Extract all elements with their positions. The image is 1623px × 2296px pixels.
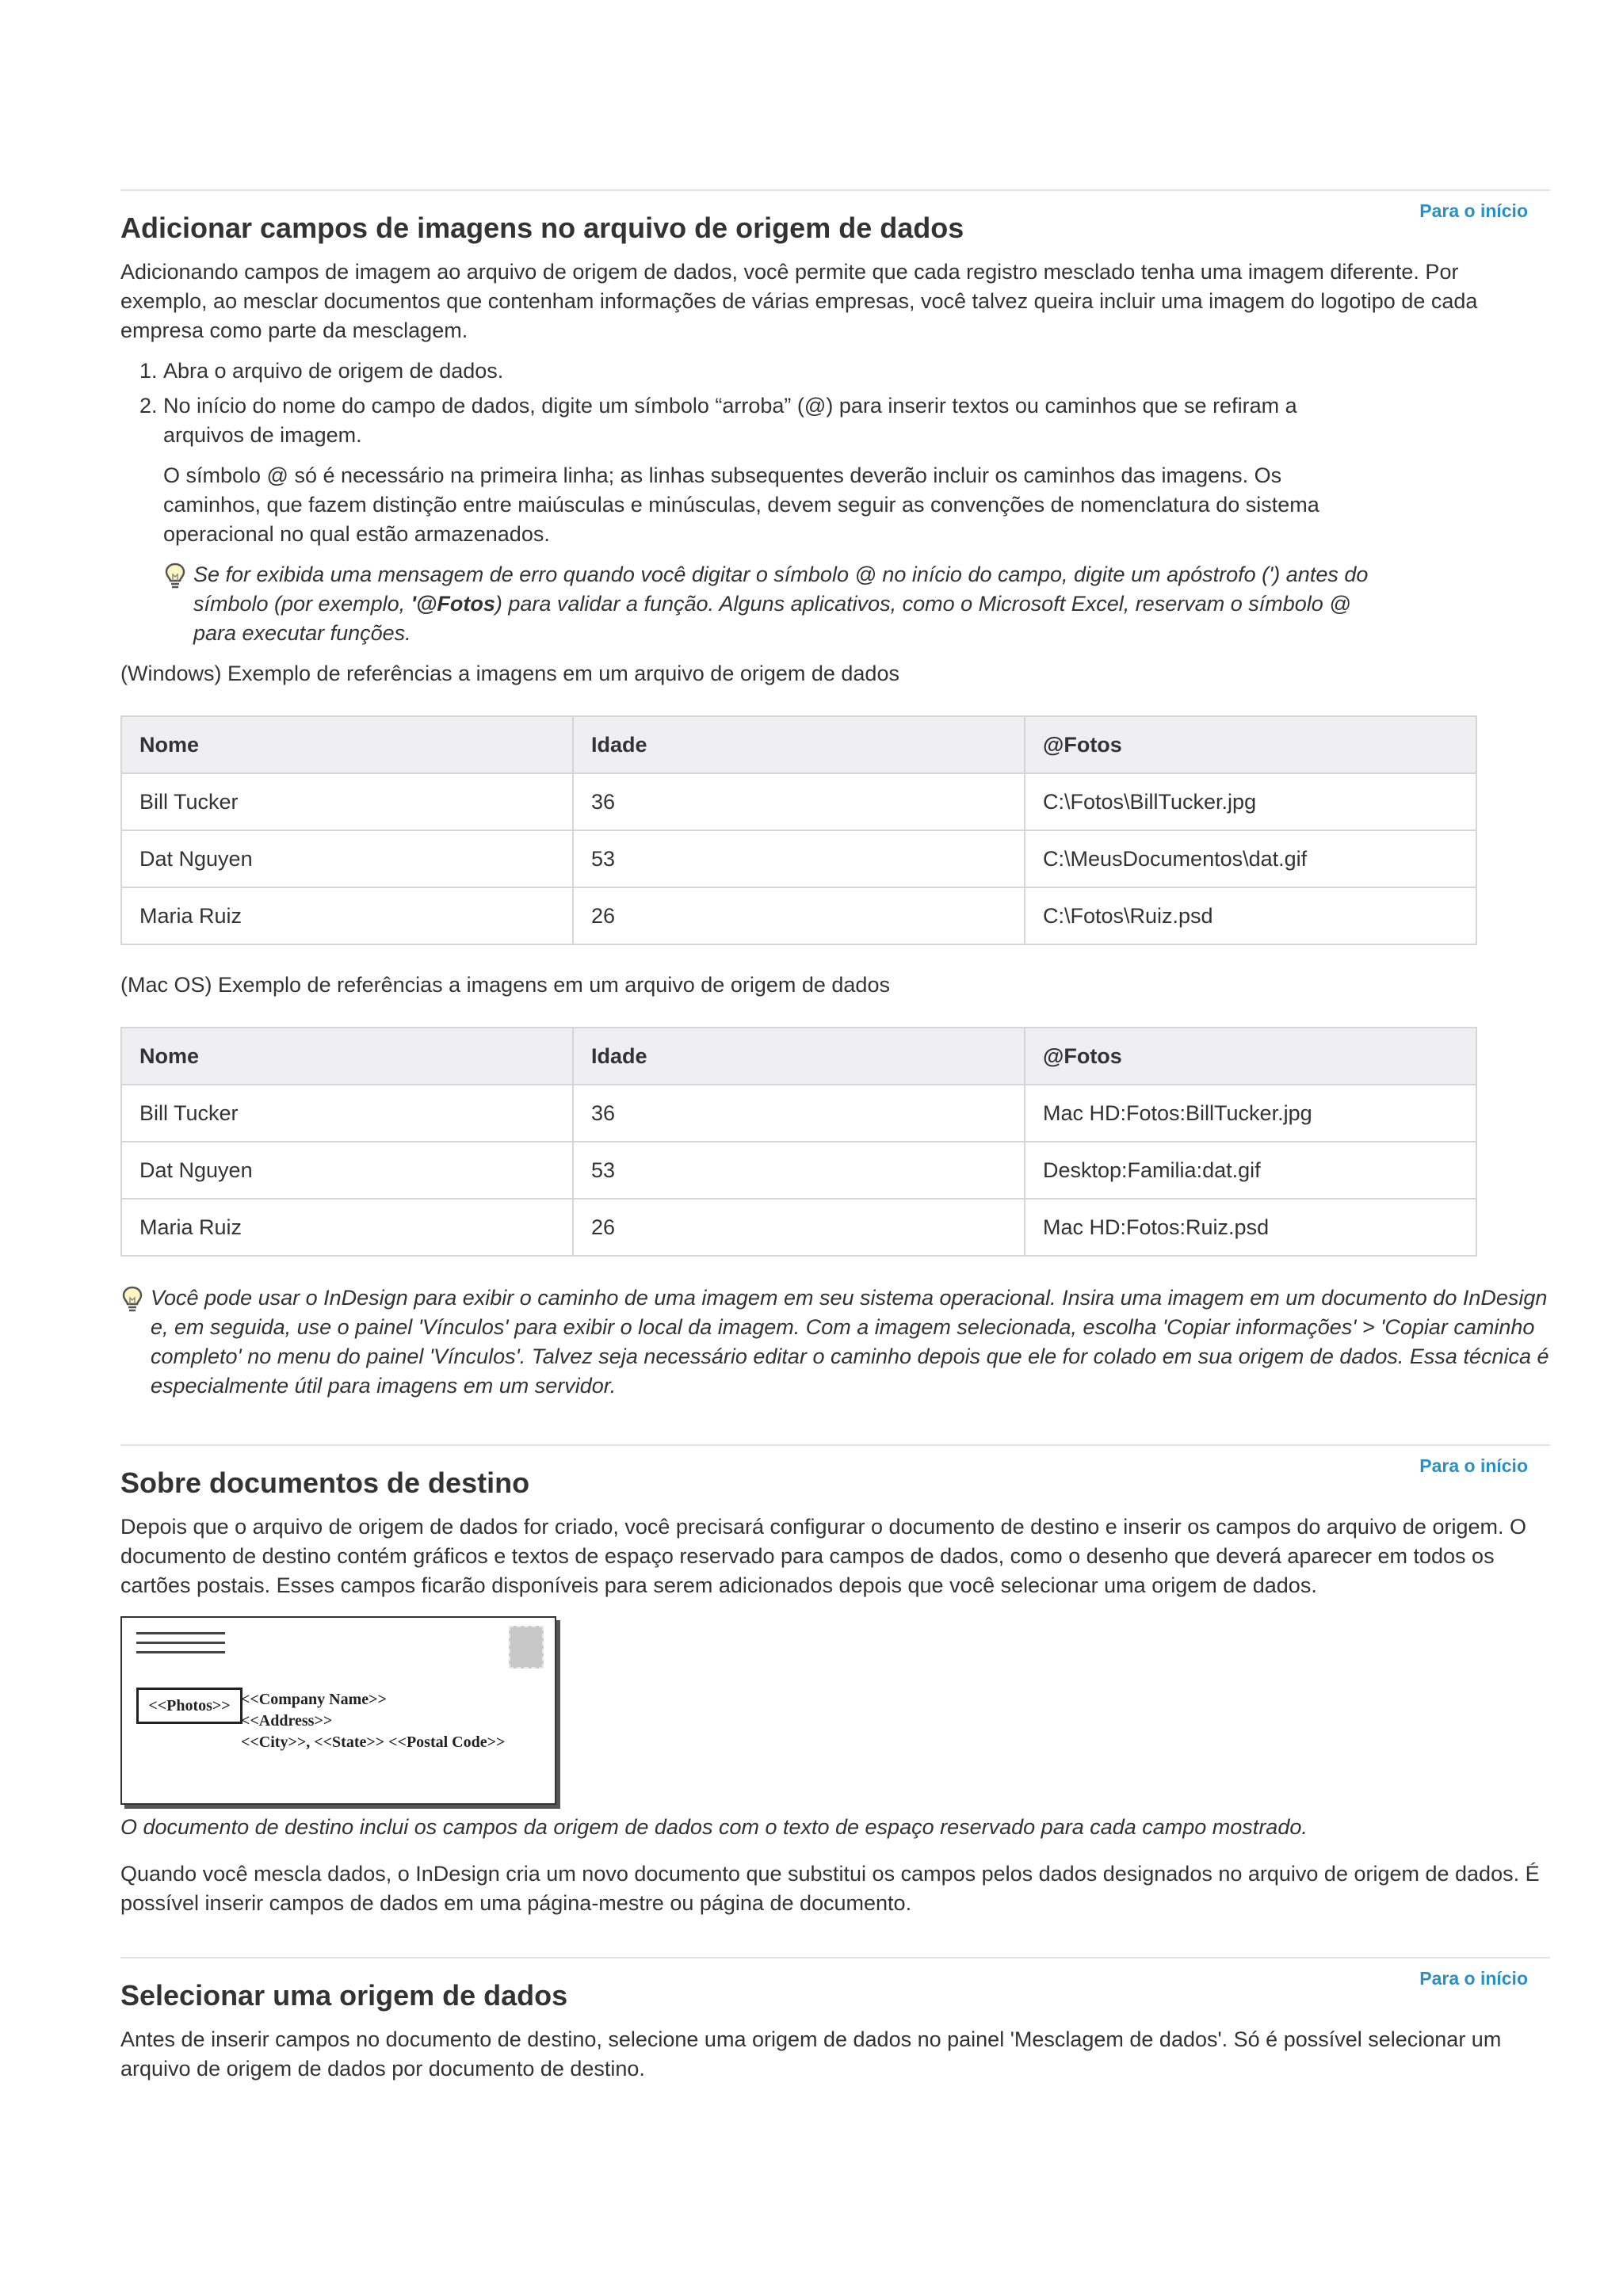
tip-text-before: Se for exibida uma mensagem de erro quando você digitar o símbolo @ no início do campo, digite um apóstrofo (') antes do símbolo (por exemplo, (193, 563, 1369, 616)
table-cell: 26 (573, 1199, 1025, 1256)
table-cell: 53 (573, 1142, 1025, 1199)
table-row (121, 1199, 1476, 1256)
table-header-row (121, 1028, 1476, 1085)
table-header-row (121, 716, 1476, 773)
section-title: Sobre documentos de destino (120, 1466, 530, 1499)
column-header: Nome (121, 1028, 573, 1085)
stamp-placeholder (509, 1626, 544, 1669)
table-cell: Mac HD:Fotos:BillTucker.jpg (1025, 1085, 1476, 1142)
table-row (121, 1085, 1476, 1142)
step-item: 2. No início do nome do campo de dados, digite um símbolo “arroba” (@) para inserir textos ou caminhos que se refiram a arquivos de imagem. (163, 391, 1376, 450)
section-title: Adicionar campos de imagens no arquivo de origem de dados (120, 212, 964, 244)
back-to-top-link[interactable]: Para o início (1419, 200, 1528, 221)
table-cell: Bill Tucker (121, 1085, 573, 1142)
back-to-top-link[interactable]: Para o início (1419, 1968, 1528, 1989)
table-cell: 36 (573, 773, 1025, 830)
table-cell: Dat Nguyen (121, 1142, 573, 1199)
lightbulb-icon (120, 1285, 144, 1314)
tip-text-after: ) para validar a função. Alguns aplicativos, como o Microsoft Excel, reservam o símbolo @ para executar funções. (193, 592, 1351, 645)
section-intro: Adicionando campos de imagem ao arquivo de origem de dados, você permite que cada registro mesclado tenha uma imagem diferente. Por exemplo, ao mesclar documentos que contenham informações de várias empresas, você talvez queira incluir uma imagem do logotipo de cada empresa como parte da mesclagem. (120, 260, 1478, 342)
step-item: 1. Abra o arquivo de origem de dados. (163, 357, 1550, 386)
table-cell: Maria Ruiz (121, 887, 573, 944)
table-cell: Desktop:Familia:dat.gif (1025, 1142, 1476, 1199)
city-state-postal-field: <<City>>, <<State>> <<Postal Code>> (241, 1733, 506, 1751)
back-to-top-link[interactable]: Para o início (1419, 1455, 1528, 1476)
text-line (136, 1632, 225, 1634)
table-row (121, 887, 1476, 944)
table-cell: C:\Fotos\BillTucker.jpg (1025, 773, 1476, 830)
steps-list (120, 357, 1550, 450)
column-header: @Fotos (1025, 716, 1476, 773)
section-divider (120, 1444, 1550, 1446)
tip-text: Você pode usar o InDesign para exibir o caminho de uma imagem em seu sistema operacional. Insira uma imagem em um documento do InDesign e, em seguida, use o painel 'Vínculos' para exibir o local da imagem. Com a imagem selecionada, escolha 'Copiar informações' > 'Copiar caminho completo' no menu do painel 'Vínculos'. Talvez seja necessário editar o caminho depois que ele for colado em sua origem de dados. Essa técnica é especialmente útil para imagens em um servidor. (151, 1286, 1549, 1398)
column-header: Idade (573, 716, 1025, 773)
text-line (136, 1651, 225, 1653)
text-line (136, 1642, 225, 1644)
table-cell: C:\MeusDocumentos\dat.gif (1025, 830, 1476, 887)
figure-caption: O documento de destino inclui os campos da origem de dados com o texto de espaço reservado para cada campo mostrado. (120, 1815, 1308, 1839)
section-divider (120, 1957, 1550, 1958)
section-intro: Depois que o arquivo de origem de dados for criado, você precisará configurar o documento de destino e inserir os campos do arquivo de origem. O documento de destino contém gráficos e textos de espaço reservado para campos de dados, como o desenho que deverá aparecer em todos os cartões postais. Esses campos ficarão disponíveis para serem adicionados depois que você selecionar uma origem de dados. (120, 1515, 1526, 1597)
tip-example: '@Fotos (411, 592, 495, 616)
table-cell: Mac HD:Fotos:Ruiz.psd (1025, 1199, 1476, 1256)
step-note: O símbolo @ só é necessário na primeira linha; as linhas subsequentes deverão incluir os caminhos das imagens. Os caminhos, que fazem distinção entre maiúsculas e minúsculas, devem seguir as convenções de nomenclatura do sistema operacional no qual estão armazenados. (163, 463, 1319, 546)
photos-field: <<Photos>> (136, 1688, 242, 1724)
table-cell: Dat Nguyen (121, 830, 573, 887)
target-document-illustration (120, 1616, 556, 1805)
table-cell: 26 (573, 887, 1025, 944)
table-cell: Maria Ruiz (121, 1199, 573, 1256)
column-header: @Fotos (1025, 1028, 1476, 1085)
table-cell: 53 (573, 830, 1025, 887)
column-header: Nome (121, 716, 573, 773)
tip-note (163, 560, 1376, 648)
mac-table-caption: (Mac OS) Exemplo de referências a imagens em um arquivo de origem de dados (120, 973, 890, 997)
table-row (121, 1142, 1476, 1199)
table-row (121, 830, 1476, 887)
company-field: <<Company Name>> (241, 1691, 387, 1708)
mac-example-table (120, 1027, 1477, 1257)
section-divider (120, 189, 1550, 191)
section-intro: Antes de inserir campos no documento de destino, selecione uma origem de dados no painel 'Mesclagem de dados'. Só é possível selecionar um arquivo de origem de dados por documento de destino. (120, 2027, 1502, 2081)
table-cell: Bill Tucker (121, 773, 573, 830)
windows-example-table (120, 715, 1477, 945)
table-row (121, 773, 1476, 830)
address-field: <<Address>> (241, 1712, 333, 1730)
lightbulb-icon (163, 562, 187, 590)
table-cell: 36 (573, 1085, 1025, 1142)
table-cell: C:\Fotos\Ruiz.psd (1025, 887, 1476, 944)
section-target-documents (120, 1444, 1550, 1918)
section-outro: Quando você mescla dados, o InDesign cria um novo documento que substitui os campos pelos dados designados no arquivo de origem de dados. É possível inserir campos de dados em uma página-mestre ou página de documento. (120, 1862, 1540, 1915)
section-title: Selecionar uma origem de dados (120, 1979, 568, 2012)
tip-note-indesign (120, 1283, 1550, 1401)
section-select-data-source (120, 1957, 1550, 2084)
address-fields (241, 1689, 505, 1753)
section-add-image-fields (120, 189, 1550, 1401)
column-header: Idade (573, 1028, 1025, 1085)
windows-table-caption: (Windows) Exemplo de referências a imagens em um arquivo de origem de dados (120, 662, 899, 685)
